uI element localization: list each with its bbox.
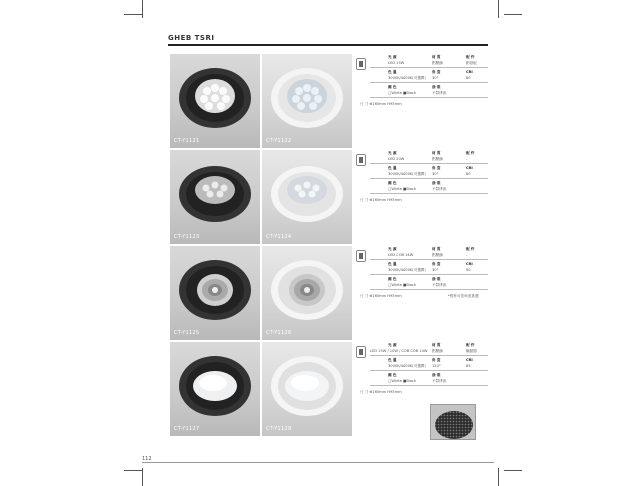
spec-table [356,54,488,148]
spec-heading: CRI [466,358,473,362]
spec-heading: 配 件 [466,151,475,155]
spec-row [370,54,488,68]
spec-value: 鋁壓鑄 [432,349,443,353]
spec-row [370,69,488,83]
spec-value: 鋁壓鑄 [432,253,443,257]
spec-value: 3000K/4000K(可選擇) [388,268,426,272]
spec-value: □White ■Black [388,187,417,191]
spec-heading: 顏 色 [388,85,397,89]
spec-value: 不銹烤漆 [432,379,447,383]
spec-value: LED 15W [388,61,405,65]
spec-heading: 涂 裝 [432,85,441,89]
spec-value: 30° [432,76,439,80]
spec-heading: CRI [466,70,473,74]
model-label: CT-Y1124 [266,234,292,240]
spec-value: 不銹烤漆 [432,283,447,287]
spec-size: 尺 寸 Φ165mm H95mm [360,198,402,202]
lamp-icon [356,58,366,70]
spec-value: 不銹烤漆 [432,91,447,95]
spec-heading: 涂 裝 [432,181,441,185]
model-label: CT-Y1121 [174,138,200,144]
spec-row [370,246,488,260]
product-row [170,54,488,148]
product-photo-black [170,54,260,148]
divider [370,97,488,98]
spec-heading: 配 件 [466,343,475,347]
model-label: CT-Y1128 [266,426,292,432]
model-label: CT-Y1123 [174,234,200,240]
spec-row [370,165,488,179]
spec-row [370,342,488,356]
spec-value: □White ■Black [388,283,417,287]
accessory-photo [430,404,476,440]
spec-value: LED 15W / 10W / COB COB 14W [370,349,428,353]
spec-row [370,84,488,98]
crop-mark [498,468,499,486]
crop-mark [124,470,142,471]
spec-value: LED 20W [388,157,405,161]
spec-row [370,180,488,194]
spec-value: 鋁壓鑄 [432,157,443,161]
spec-heading: 角 度 [432,262,441,266]
model-label: CT-Y1125 [174,330,200,336]
spec-heading: 色 溫 [388,262,397,266]
spec-value: □White ■Black [388,379,417,383]
divider [370,193,488,194]
spec-value: 3000K/4000K(可選擇) [388,76,426,80]
crop-mark [504,470,522,471]
spec-heading: 角 度 [432,358,441,362]
lamp-icon [356,154,366,166]
spec-heading: 色 溫 [388,166,397,170]
product-photo-white [262,54,352,148]
lamp-icon [356,346,366,358]
crop-mark [142,0,143,18]
product-photo-white [262,150,352,244]
header-rule [168,44,488,46]
divider [370,370,488,371]
spec-row [370,261,488,275]
crop-mark [142,468,143,486]
product-photo-white [262,246,352,340]
page-title: GHEB TSRI [168,34,215,42]
spec-value: 30° [432,172,439,176]
spec-value: 85 [466,364,471,368]
spec-heading: 光 源 [388,151,397,155]
spec-value: 90 [466,268,471,272]
spec-heading: CRI [466,262,473,266]
divider [370,178,488,179]
page-number: 112 [142,456,152,462]
spec-heading: 材 質 [432,55,441,59]
divider [370,82,488,83]
lamp-icon [356,250,366,262]
spec-value: 驅動器 [466,349,477,353]
crop-mark [504,14,522,15]
product-photo-white [262,342,352,436]
product-photo-black [170,246,260,340]
spec-value: □White ■Black [388,91,417,95]
spec-value: 120° [432,364,441,368]
spec-value: 鋁基板 [466,61,477,65]
spec-row [370,150,488,164]
spec-value: 80 [466,76,471,80]
spec-size: 尺 寸 Φ165mm H95mm [360,102,402,106]
spec-heading: 光 源 [388,55,397,59]
spec-size: 尺 寸 Φ165mm H95mm [360,390,402,394]
spec-heading: CRI [466,166,473,170]
divider [370,274,488,275]
spec-row [370,276,488,290]
spec-value: LED COB 14W [388,253,414,257]
divider [370,163,488,164]
spec-heading: 顏 色 [388,373,397,377]
crop-mark [498,0,499,18]
spec-table [356,150,488,244]
spec-heading: 色 溫 [388,70,397,74]
footer-rule [142,462,494,463]
spec-heading: 光 源 [388,343,397,347]
spec-heading: 配 件 [466,247,475,251]
model-label: CT-Y1127 [174,426,200,432]
product-photo-black [170,150,260,244]
product-row [170,246,488,340]
divider [370,67,488,68]
spec-row [370,372,488,386]
model-label: CT-Y1126 [266,330,292,336]
spec-value: 30° [432,268,439,272]
spec-value: 3000K/4000K(可選擇) [388,364,426,368]
divider [370,385,488,386]
spec-heading: 材 質 [432,247,441,251]
spec-heading: 配 件 [466,55,475,59]
divider [370,289,488,290]
spec-heading: 角 度 [432,70,441,74]
spec-heading: 涂 裝 [432,277,441,281]
divider [370,259,488,260]
spec-value: 3000K/4000K(可選擇) [388,172,426,176]
spec-heading: 色 溫 [388,358,397,362]
crop-mark [124,14,142,15]
spec-heading: 角 度 [432,166,441,170]
spec-size: 尺 寸 Φ165mm H95mm [360,294,402,298]
spec-heading: 顏 色 [388,277,397,281]
model-label: CT-Y1122 [266,138,292,144]
spec-value: - [466,157,468,161]
product-photo-black [170,342,260,436]
spec-value: 80 [466,172,471,176]
spec-table [356,246,488,340]
spec-heading: 材 質 [432,151,441,155]
spec-row [370,357,488,371]
spec-value: 不銹烤漆 [432,187,447,191]
spec-value: 鋁壓鑄 [432,61,443,65]
spec-note: *燈杯可依角度挑選 [448,294,479,298]
product-row [170,150,488,244]
spec-heading: 光 源 [388,247,397,251]
spec-value: - [466,253,468,257]
page-header [168,34,488,46]
spec-heading: 材 質 [432,343,441,347]
spec-heading: 涂 裝 [432,373,441,377]
divider [370,355,488,356]
spec-heading: 顏 色 [388,181,397,185]
